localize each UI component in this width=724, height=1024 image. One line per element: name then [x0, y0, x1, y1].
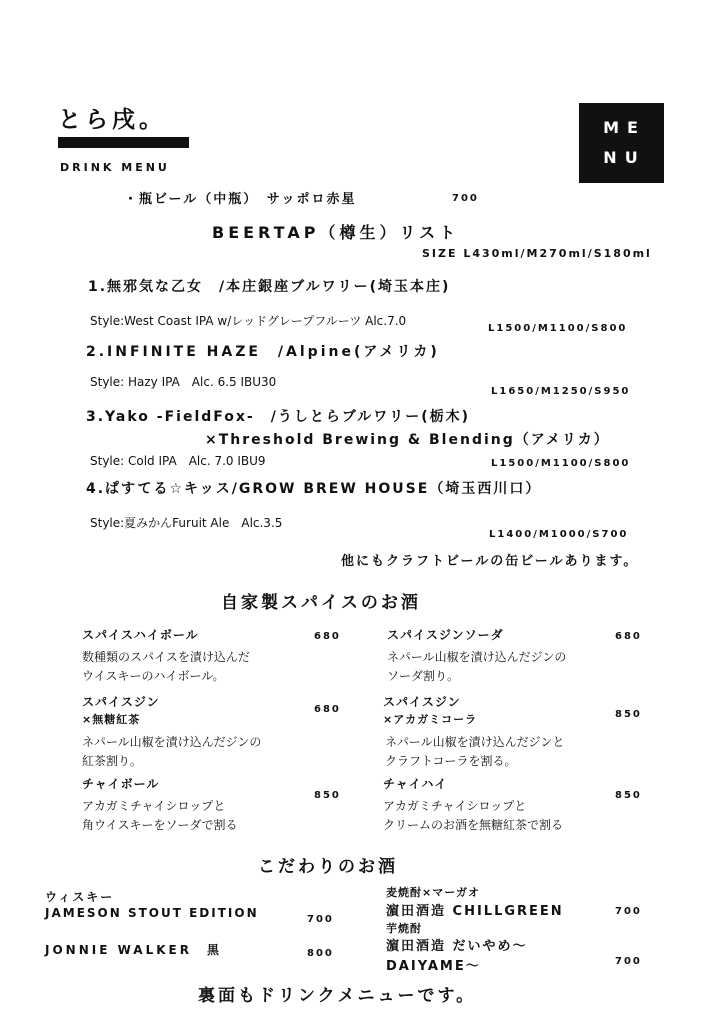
beer-4-title: 4.ぱすてる☆キッス/GROW BREW HOUSE（埼玉西川口）	[86, 481, 542, 497]
shop-name: とら戌。	[58, 107, 166, 133]
beertap-size: SIZE L430ml/M270ml/S180ml	[422, 247, 652, 260]
kodawari-heading: こだわりのお酒	[258, 857, 398, 877]
craft-beer-note: 他にもクラフトビールの缶ビールあります。	[341, 554, 639, 569]
beer-4-style: Style:夏みかんFuruit Ale Alc.3.5	[90, 516, 283, 530]
spice-item-2-name: スパイスジンソーダ	[387, 628, 504, 642]
shochu-1-name: 濵田酒造 CHILLGREEN	[386, 904, 564, 919]
beer-1-title: 1.無邪気な乙女 /本庄銀座ブルワリー(埼玉本庄)	[88, 279, 451, 295]
bottle-beer-price: 700	[452, 193, 479, 204]
spice-item-1-price: 680	[314, 631, 341, 642]
drink-menu-subtitle: DRINK MENU	[60, 161, 170, 174]
spice-item-3-price: 680	[314, 704, 341, 715]
spice-item-5-name: チャイボール	[82, 777, 160, 791]
shochu-2-price: 700	[615, 956, 642, 967]
spice-item-1-desc: 数種類のスパイスを漬け込んだ ウイスキーのハイボール。	[82, 650, 250, 683]
spice-item-4-name: スパイスジン	[383, 695, 461, 709]
spice-item-3-name-line2: ×無糖紅茶	[82, 713, 141, 726]
spice-item-6-name: チャイハイ	[383, 777, 448, 791]
menu-badge-line2: NU	[603, 148, 646, 167]
beer-2-price: L1650/M1250/S950	[491, 386, 631, 397]
bottle-beer-label: ・瓶ビール（中瓶） サッポロ赤星	[124, 192, 357, 207]
beer-3-title-line2: ×Threshold Brewing & Blending（アメリカ）	[205, 432, 610, 448]
menu-badge	[579, 103, 664, 183]
spice-item-6-price: 850	[615, 790, 642, 801]
beer-1-style: Style:West Coast IPA w/レッドグレープフルーツ Alc.7.0	[90, 314, 407, 328]
shochu-1-price: 700	[615, 906, 642, 917]
menu-badge-line1: ME	[603, 118, 646, 137]
spice-item-4-name-line2: ×アカガミコーラ	[383, 713, 478, 726]
spice-item-3-desc: ネパール山椒を漬け込んだジンの 紅茶割り。	[82, 735, 262, 768]
spice-item-1-name: スパイスハイボール	[82, 628, 199, 642]
footer-note: 裏面もドリンクメニューです。	[198, 986, 477, 1006]
spice-item-2-desc: ネパール山椒を漬け込んだジンの ソーダ割り。	[387, 650, 567, 683]
whisky-2-price: 800	[307, 948, 334, 959]
beer-3-price: L1500/M1100/S800	[491, 458, 631, 469]
title-underline-bar	[58, 137, 189, 148]
shochu-2-category: 芋焼酎	[386, 922, 422, 935]
shochu-2-name-line2: DAIYAME〜	[386, 959, 481, 974]
whisky-1-name: JAMESON STOUT EDITION	[45, 906, 259, 920]
whisky-2-name: JONNIE WALKER 黒	[45, 943, 222, 957]
spice-item-5-desc: アカガミチャイシロップと 角ウイスキーをソーダで割る	[82, 799, 238, 832]
spice-item-4-price: 850	[615, 709, 642, 720]
beertap-heading: BEERTAP（樽生）リスト	[212, 223, 460, 242]
beer-3-title: 3.Yako -FieldFox- /うしとらブルワリー(栃木)	[86, 409, 471, 425]
spice-item-5-price: 850	[314, 790, 341, 801]
whisky-category: ウィスキー	[45, 890, 115, 904]
beer-2-style: Style: Hazy IPA Alc. 6.5 IBU30	[90, 375, 277, 389]
spice-item-2-price: 680	[615, 631, 642, 642]
whisky-1-price: 700	[307, 914, 334, 925]
beer-4-price: L1400/M1000/S700	[489, 529, 629, 540]
spice-item-6-desc: アカガミチャイシロップと クリームのお酒を無糖紅茶で割る	[383, 799, 564, 832]
beer-2-title: 2.INFINITE HAZE /Alpine(アメリカ)	[86, 344, 440, 360]
beer-1-price: L1500/M1100/S800	[488, 323, 628, 334]
shochu-2-name: 濵田酒造 だいやめ〜	[386, 939, 528, 954]
beer-3-style: Style: Cold IPA Alc. 7.0 IBU9	[90, 454, 266, 468]
spice-item-3-name: スパイスジン	[82, 695, 160, 709]
shochu-1-category: 麦焼酎×マーガオ	[386, 886, 480, 899]
spice-heading: 自家製スパイスのお酒	[221, 593, 421, 613]
spice-item-4-desc: ネパール山椒を漬け込んだジンと クラフトコーラを割る。	[385, 735, 565, 768]
